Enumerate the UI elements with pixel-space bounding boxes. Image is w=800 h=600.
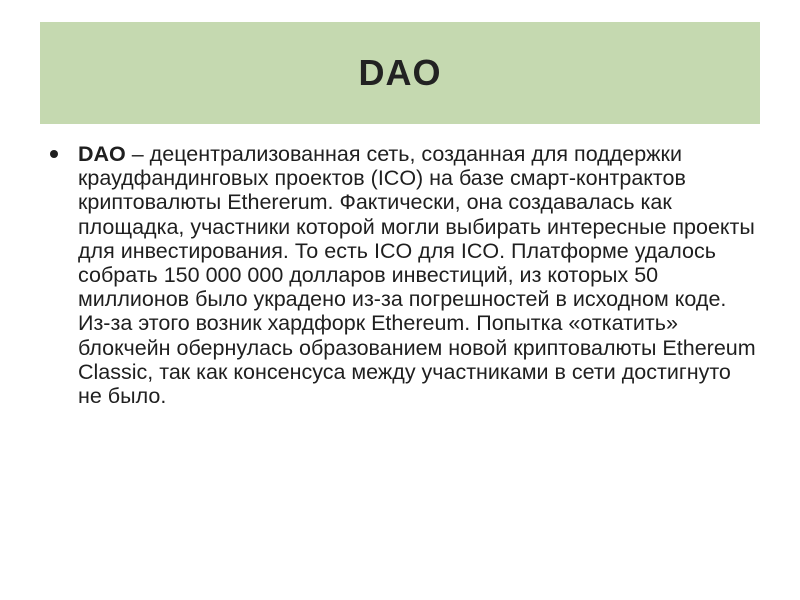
title-band <box>40 22 760 124</box>
bullet-dot-icon <box>50 150 58 158</box>
bullet-term: DAO <box>78 142 126 166</box>
bullet-list <box>48 142 760 408</box>
bullet-item <box>48 142 760 408</box>
bullet-text: – децентрализованная сеть, созданная для поддержки краудфандинговых проектов (ICO) на базе смарт-контрактов криптовалюты Ethererum. Фактически, она создавалась как площадка, участники которой могли выбирать интересные проекты для инвестирования. То есть ICO для ICO. Платформе удалось собрать 150 000 000 долларов инвестиций, из которых 50 миллионов было украдено из-за погрешностей в исходном коде. Из-за этого возник хардфорк Ethereum. Попытка «откатить» блокчейн обернулась образованием новой криптовалюты Ethereum Classic, так как консенсуса между участниками в сети достигнуто не было. <box>78 142 756 409</box>
slide-title: DAO <box>358 52 442 93</box>
